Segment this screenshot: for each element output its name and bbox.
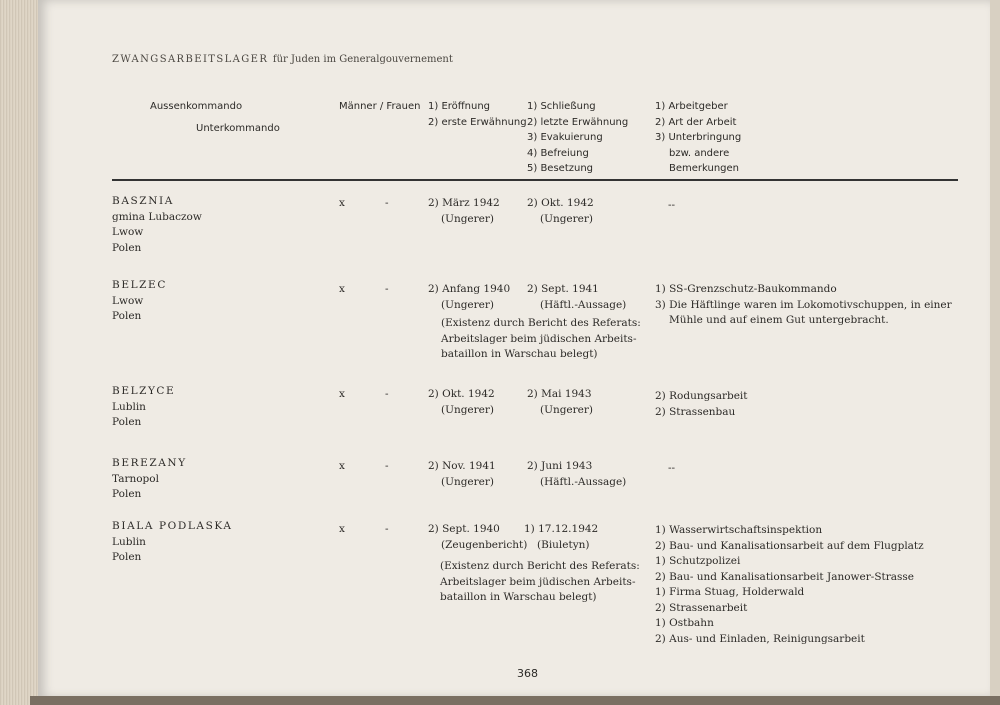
men-mark: x [339,523,345,535]
camp-name: BELZEC [112,279,167,291]
closing-cell [524,522,598,553]
remarks-cell [655,282,952,329]
header-line: 4) Befreiung [527,147,589,159]
location-line: Tarnopol [112,472,159,485]
closing-date: 2) Okt. 1942 [527,197,594,209]
closing-cell [527,282,626,313]
location-line: Polen [112,551,142,563]
men-mark: x [339,283,345,295]
women-mark: - [385,283,389,295]
header-line: 1) Arbeitgeber [655,101,728,112]
remarks-cell: -- [668,199,676,211]
header-unterkommando: Unterkommando [196,123,280,134]
location-line: Lublin [112,535,146,548]
header-line: 2) Art der Arbeit [655,116,737,128]
women-mark: - [385,388,389,400]
opening-source: (Ungerer) [441,403,494,416]
header-maenner-frauen: Männer / Frauen [339,101,421,112]
remarks-cell [655,523,924,647]
opening-source: (Ungerer) [441,298,494,311]
remarks-line: 2) Bau- und Kanalisationsarbeit auf dem Flugplatz [655,539,924,552]
opening-cell [428,282,510,313]
opening-source: (Zeugenbericht) [441,538,528,551]
note-line: (Existenz durch Bericht des Referats: [441,317,641,329]
remarks-cell [655,389,748,420]
closing-cell [527,387,593,418]
row-berezany-location [112,456,187,503]
row-belzyce-location [112,384,175,431]
remarks-line: 1) Ostbahn [655,617,714,629]
opening-date: 2) Anfang 1940 [428,283,511,295]
location-line: Lwow [112,226,144,238]
closing-source: (Häftl.-Aussage) [540,298,627,311]
row-basznia-location [112,194,202,256]
existence-note [440,559,640,606]
men-mark: x [339,197,345,209]
opening-cell [428,459,496,490]
page-edge [990,0,1000,700]
women-mark: - [385,523,389,535]
opening-date: 2) Sept. 1940 [428,523,500,535]
remarks-line: 2) Bau- und Kanalisationsarbeit Janower-Strasse [655,570,914,583]
header-line: 3) Evakuierung [527,132,603,143]
header-line: Bemerkungen [669,163,740,174]
remarks-line: 1) Firma Stuag, Holderwald [655,586,805,598]
row-belzec-location [112,278,167,325]
location-line: Polen [112,416,142,428]
closing-date: 2) Mai 1943 [527,388,592,400]
men-mark: x [339,460,345,472]
camp-name: BEREZANY [112,457,187,469]
closing-date: 2) Juni 1943 [527,460,593,472]
header-line: 3) Unterbringung [655,132,742,143]
opening-date: 2) Nov. 1941 [428,460,496,472]
remarks-line: 2) Strassenbau [655,405,736,418]
note-line: Arbeitslager beim jüdischen Arbeits- [440,575,636,588]
header-line: 2) erste Erwähnung [428,116,527,128]
location-line: Polen [112,488,142,500]
camp-name: BELZYCE [112,385,176,397]
remarks-line: 2) Strassenarbeit [655,601,748,614]
camp-name: BIALA PODLASKA [112,520,233,532]
closing-cell [527,459,626,490]
remarks-line: 1) Wasserwirtschaftsinspektion [655,524,823,536]
location-line: Polen [112,241,142,254]
note-line: Arbeitslager beim jüdischen Arbeits- [441,332,637,345]
existence-note [441,316,641,363]
camp-name: BASZNIA [112,195,174,207]
header-line: 1) Eröffnung [428,101,491,112]
header-line: 5) Besetzung [527,163,594,174]
closing-source: (Ungerer) [540,212,593,225]
opening-date: 2) Okt. 1942 [428,388,495,400]
header-arbeitgeber [655,99,741,177]
opening-source: (Ungerer) [441,475,494,488]
remarks-line: 2) Rodungsarbeit [655,390,748,402]
page-title [112,52,453,68]
location-line: gmina Lubaczow [112,210,202,223]
closing-source: (Biuletyn) [537,538,590,551]
closing-date: 1) 17.12.1942 [524,523,599,535]
opening-date: 2) März 1942 [428,197,500,209]
book-spine [0,0,38,705]
note-line: (Existenz durch Bericht des Referats: [440,560,640,572]
note-line: bataillon in Warschau belegt) [440,591,597,603]
women-mark: - [385,460,389,472]
page-number: 368 [517,667,538,680]
opening-cell [428,196,500,227]
header-aussenkommando: Aussenkommando [150,101,243,112]
closing-source: (Ungerer) [540,403,593,416]
location-line: Lwow [112,294,144,307]
remarks-line: 3) Die Häftlinge waren im Lokomotivschuppen, in einer [655,298,952,311]
row-biala-podlaska-location [112,519,233,566]
title-main: ZWANGSARBEITSLAGER [112,54,269,65]
remarks-cell: -- [668,462,676,474]
opening-cell [428,522,527,553]
men-mark: x [339,388,345,400]
location-line: Polen [112,310,142,322]
remarks-line: 1) SS-Grenzschutz-Baukommando [655,283,837,295]
remarks-line: 1) Schutzpolizei [655,555,741,567]
location-line: Lublin [112,400,146,413]
closing-cell [527,196,594,227]
opening-cell [428,387,495,418]
closing-source: (Häftl.-Aussage) [540,475,627,488]
header-eroeffnung [428,99,527,130]
title-subtitle: für Juden im Generalgouvernement [272,54,453,65]
header-line: bzw. andere [669,147,730,159]
header-line: 2) letzte Erwähnung [527,116,629,128]
header-schliessung [527,99,628,177]
header-rule [112,179,958,181]
note-line: bataillon in Warschau belegt) [441,348,598,360]
closing-date: 2) Sept. 1941 [527,283,599,295]
book-bottom-edge [30,696,1000,705]
opening-source: (Ungerer) [441,212,494,225]
women-mark: - [385,197,389,209]
remarks-line: Mühle und auf einem Gut untergebracht. [669,314,889,326]
header-line: 1) Schließung [527,101,596,112]
remarks-line: 2) Aus- und Einladen, Reinigungsarbeit [655,632,865,645]
